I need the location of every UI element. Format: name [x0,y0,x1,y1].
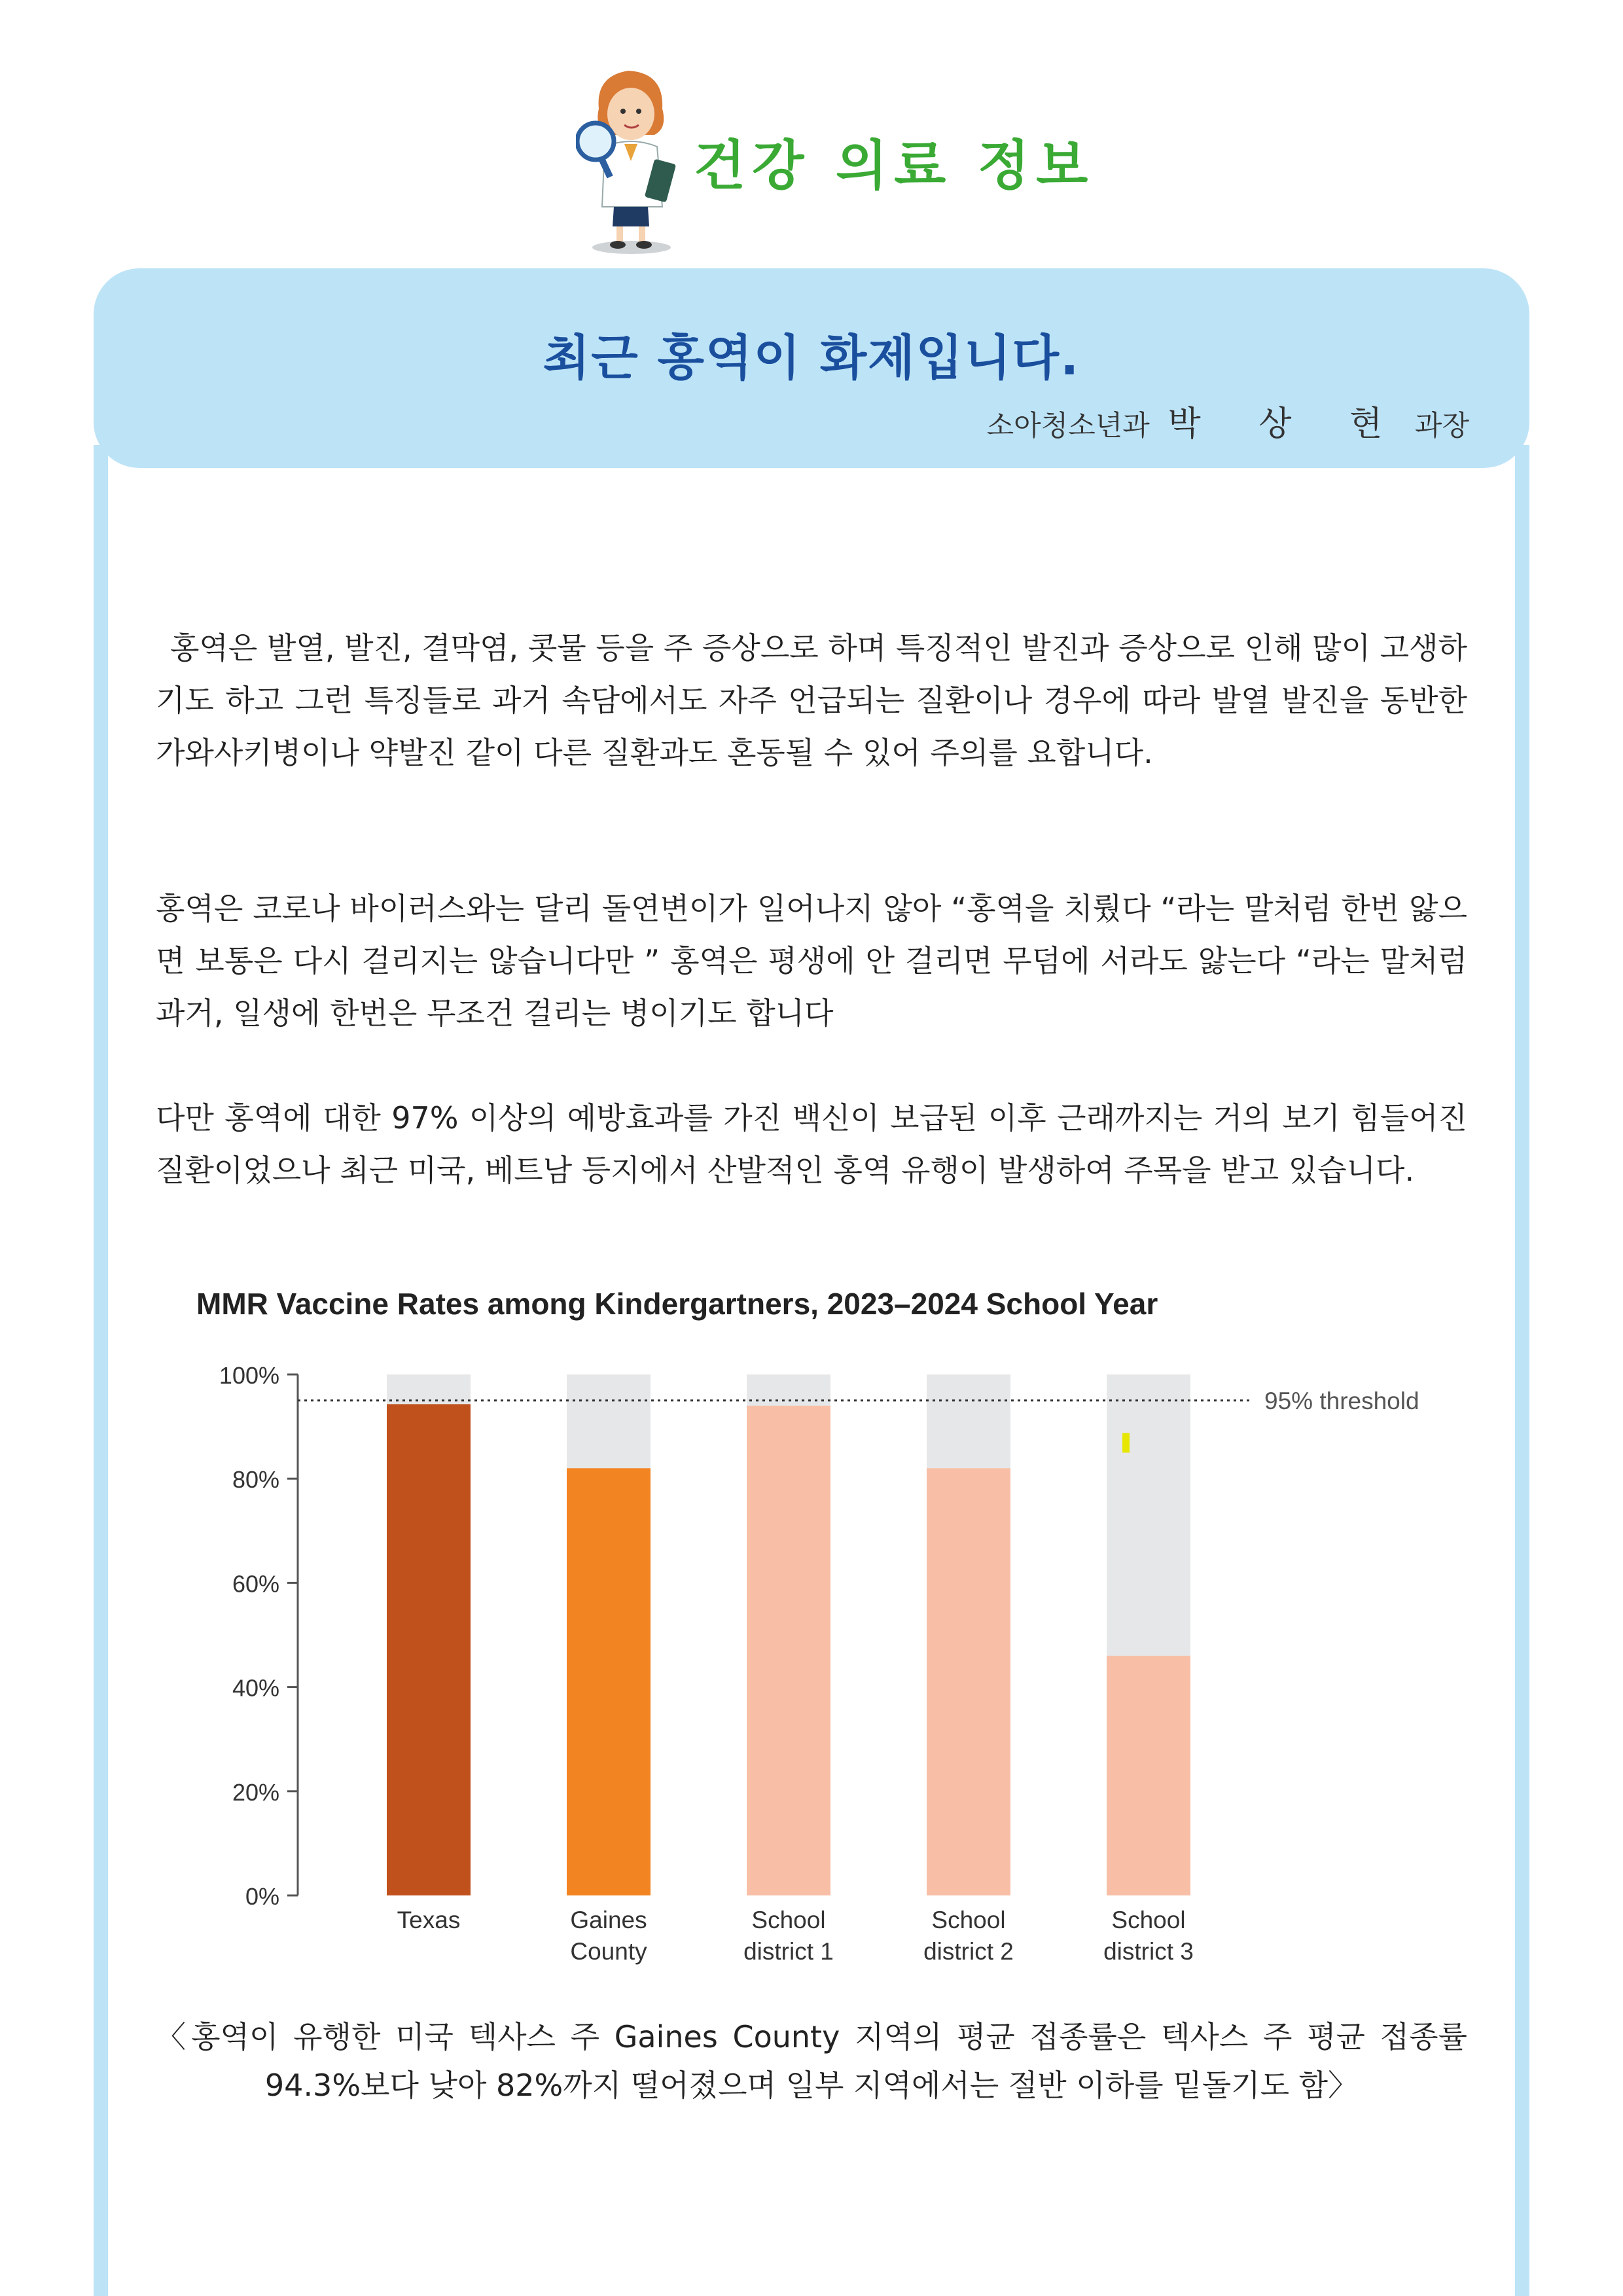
x-tick-label: County [570,1938,647,1965]
y-tick-label: 40% [232,1674,279,1702]
page-frame-right [1515,445,1529,2296]
page-frame-left [94,445,108,2296]
bar [747,1406,830,1895]
bar [1107,1656,1190,1895]
paragraph-1: 홍역은 발열, 발진, 결막염, 콧물 등을 주 증상으로 하며 특징적인 발진과 증상으로 인해 많이 고생하기도 하고 그런 특징들로 과거 속담에서도 자주 언급되는 질환이나 경우에 따라 발열 발진을 동반한 가와사키병이나 약발진 같이 다른 질환과도 혼동될 수 있어 주의를 요합니다. [156,630,1467,770]
byline-department: 소아청소년과 [986,410,1150,442]
byline-name: 박 상 현 [1168,404,1406,444]
x-tick-label: School [1111,1907,1186,1933]
article-title: 최근 홍역이 화제입니다. [543,330,1080,386]
paragraph-2: 홍역은 코로나 바이러스와는 달리 돌연변이가 일어나지 않아 “홍역을 치뤘다 “라는 말처럼 한번 앓으면 보통은 다시 걸리지는 않습니다만 ” 홍역은 평생에 안 걸리면 무덤에 서라도 앓는다 “라는 말처럼 과거, 일생에 한번은 무조건 걸리는 병이기도 합니다 [156,891,1467,1031]
vaccine-rate-chart [177,1276,1446,1977]
highlight-marker [1122,1433,1130,1452]
y-tick-label: 80% [232,1466,279,1494]
y-tick-label: 100% [219,1362,279,1389]
x-tick-label: district 2 [923,1938,1014,1965]
paragraph-3: 다만 홍역에 대한 97% 이상의 예방효과를 가진 백신이 보급된 이후 근래까지는 거의 보기 힘들어진 질환이었으나 최근 미국, 베트남 등지에서 산발적인 홍역 유행이 발생하여 주목을 받고 있습니다. [156,1100,1467,1188]
threshold-label: 95% threshold [1264,1387,1419,1414]
doctor-mascot-icon [576,63,681,259]
chart-caption [156,2013,1467,2109]
chart-title: MMR Vaccine Rates among Kindergartners, 2023–2024 School Year [196,1287,1158,1321]
x-tick-label: School [751,1907,826,1933]
x-tick-label: School [931,1907,1006,1933]
y-tick-label: 60% [232,1570,279,1598]
y-tick-label: 20% [232,1778,279,1806]
bar [927,1468,1010,1895]
caption-line-1: 〈홍역이 유행한 미국 텍사스 주 Gaines County 지역의 평균 접종률은 텍사스 주 평균 접종률 [156,2019,1467,2054]
byline [987,396,1469,445]
x-tick-label: district 1 [743,1938,834,1965]
caption-line-2: 94.3%보다 낮아 82%까지 떨어졌으며 일부 지역에서는 절반 이하를 밑돌기도 함〉 [264,2068,1359,2103]
x-tick-label: Texas [397,1907,461,1933]
bar [387,1404,471,1895]
y-tick-label: 0% [245,1883,279,1910]
section-header-title: 건강 의료 정보 [694,135,1095,197]
byline-position: 과장 [1414,410,1469,442]
x-tick-label: Gaines [570,1907,647,1933]
bar [567,1468,651,1895]
x-tick-label: district 3 [1103,1938,1194,1965]
article-title-box [94,268,1529,468]
